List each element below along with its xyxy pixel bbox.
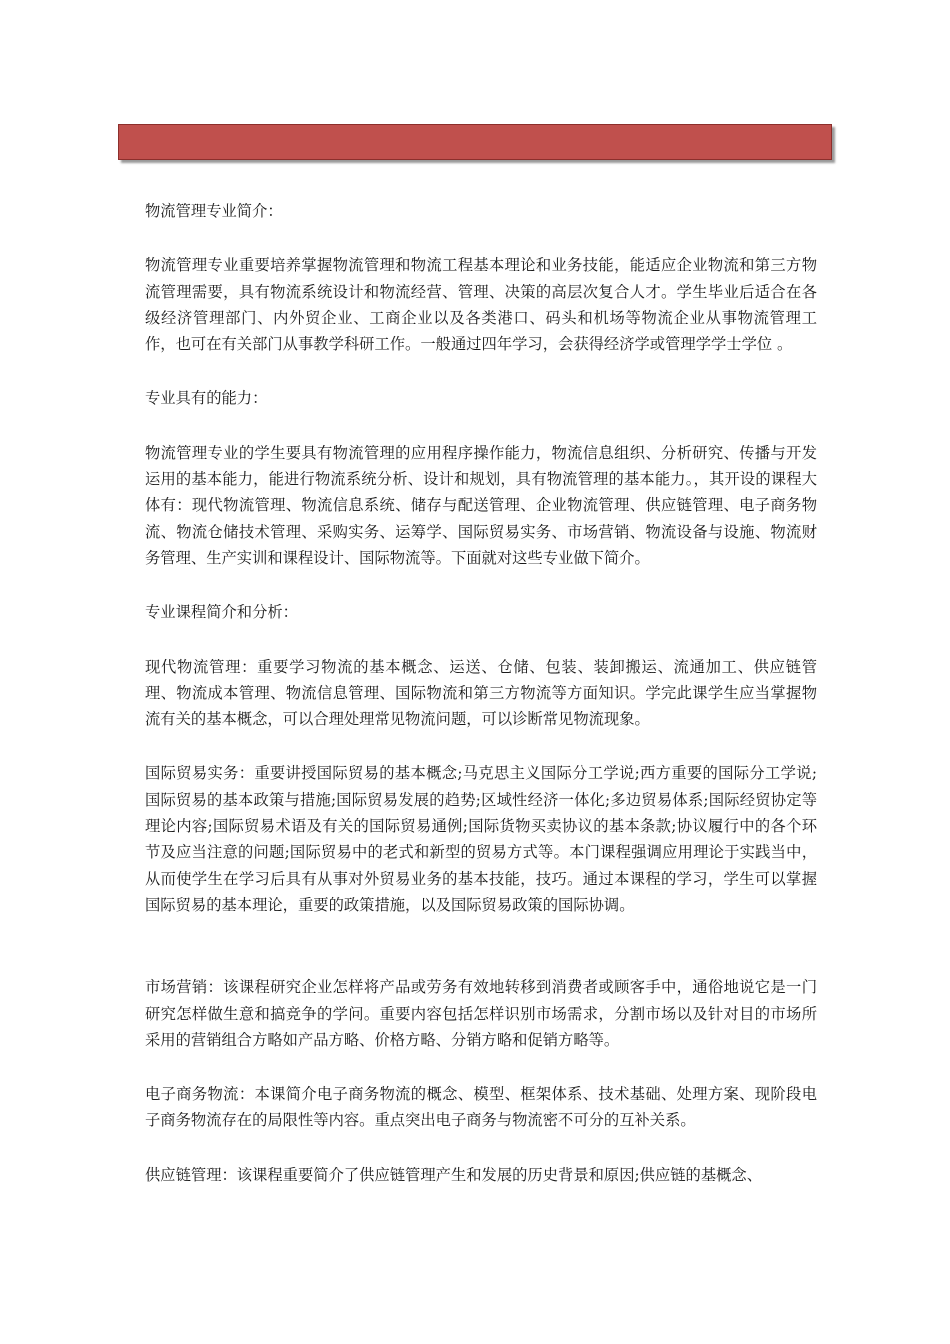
section-heading-intro: 物流管理专业简介： [145, 202, 283, 220]
paragraph-marketing: 市场营销：该课程研究企业怎样将产品或劳务有效地转移到消费者或顾客手中，通俗地说它是一门研究怎样做生意和搞竞争的学问。重要内容包括怎样识别市场需求，分割市场以及针对目的市场所采用的营销组合方略如产品方略、价格方略、分销方略和促销方略等。 [145, 978, 817, 1049]
paragraph-abilities: 物流管理专业的学生要具有物流管理的应用程序操作能力，物流信息组织、分析研究、传播与开发运用的基本能力，能进行物流系统分析、设计和规划，具有物流管理的基本能力。，其开设的课程大体有：现代物流管理、物流信息系统、储存与配送管理、企业物流管理、供应链管理、电子商务物流、物流仓储技术管理、采购实务、运筹学、国际贸易实务、市场营销、物流设备与设施、物流财务管理、生产实训和课程设计、国际物流等。下面就对这些专业做下简介。 [145, 443, 817, 567]
paragraph-ecommerce-logistics: 电子商务物流：本课简介电子商务物流的概念、模型、框架体系、技术基础、处理方案、现阶段电子商务物流存在的局限性等内容。重点突出电子商务与物流密不可分的互补关系。 [145, 1085, 817, 1130]
section-heading-abilities: 专业具有的能力： [145, 389, 268, 408]
paragraph-supply-chain: 供应链管理：该课程重要简介了供应链管理产生和发展的历史背景和原因;供应链的基概念、 [145, 1165, 763, 1184]
header-banner [118, 124, 832, 160]
paragraph-international-trade: 国际贸易实务：重要讲授国际贸易的基本概念;马克思主义国际分工学说;西方重要的国际分工学说;国际贸易的基本政策与措施;国际贸易发展的趋势;区域性经济一体化;多边贸易体系;国际经贸协定等理论内容;国际贸易术语及有关的国际贸易通例;国际货物买卖协议的基本条款;协议履行中的各个环节及应当注意的问题;国际贸易中的老式和新型的贸易方式等。本门课程强调应用理论于实践当中，从而使学生在学习后具有从事对外贸易业务的基本技能，技巧。通过本课程的学习，学生可以掌握国际贸易的基本理论，重要的政策措施，以及国际贸易政策的国际协调。 [145, 764, 817, 914]
section-heading-courses: 专业课程简介和分析： [145, 603, 298, 622]
document-body [145, 198, 817, 1216]
paragraph-modern-logistics: 现代物流管理：重要学习物流的基本概念、运送、仓储、包装、装卸搬运、流通加工、供应链管理、物流成本管理、物流信息管理、国际物流和第三方物流等方面知识。学完此课学生应当掌握物流有关的基本概念，可以合理处理常见物流问题，可以诊断常见物流现象。 [145, 657, 817, 729]
paragraph-intro: 物流管理专业重要培养掌握物流管理和物流工程基本理论和业务技能，能适应企业物流和第三方物流管理需要，具有物流系统设计和物流经营、管理、决策的高层次复合人才。学生毕业后适合在各级经济管理部门、内外贸企业、工商企业以及各类港口、码头和机场等物流企业从事物流管理工作，也可在有关部门从事教学科研工作。一般通过四年学习，会获得经济学或管理学学士学位 。 [145, 256, 817, 354]
